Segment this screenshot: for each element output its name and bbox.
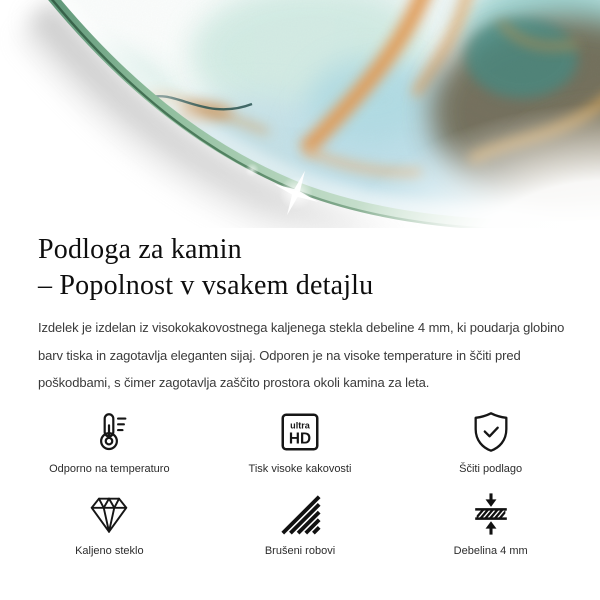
title-line-1: Podloga za kamin: [38, 234, 242, 265]
shield-check-icon: [468, 409, 514, 455]
feature-label: Tisk visoke kakovosti: [248, 462, 352, 475]
product-description: Izdelek je izdelan iz visokokakovostnega kaljenega stekla debeline 4 mm, ki poudarja globino barv tiska in zagotavlja eleganten sijaj. Odporen je na visoke temperature in ščiti pred poškodbami, s čimer zagotavlja zaščito prostora okoli kamina za leta.: [38, 320, 565, 390]
feature-label: Brušeni robovi: [264, 544, 336, 557]
glass-pad-photo: [0, 0, 600, 228]
ultra-hd-icon: [277, 409, 323, 455]
thermometer-icon: [86, 409, 132, 455]
ultra-hd-text-large: HD: [288, 430, 312, 447]
feature-temperature-resistant: [14, 409, 205, 475]
text-section: [0, 232, 600, 397]
title-line-2: – Popolnost v vsakem detajlu: [38, 270, 374, 301]
diamond-icon: [86, 491, 132, 537]
feature-print-quality: [205, 409, 396, 475]
features-grid: [14, 409, 586, 557]
product-image: [0, 0, 600, 228]
feature-tempered-glass: [14, 491, 205, 557]
feature-protects-base: [395, 409, 586, 475]
ultra-hd-text-small: ultra: [290, 420, 310, 431]
thickness-arrows-icon: [468, 491, 514, 537]
fade-overlay: [280, 40, 600, 228]
feature-thickness: [395, 491, 586, 557]
feature-label: Debelina 4 mm: [453, 544, 528, 557]
feature-label: Odporno na temperaturo: [49, 462, 170, 475]
hatched-edge-icon: [277, 491, 323, 537]
feature-label: Kaljeno steklo: [75, 544, 144, 557]
feature-label: Ščiti podlago: [459, 462, 523, 475]
page-title: [38, 232, 574, 304]
feature-polished-edges: [205, 491, 396, 557]
